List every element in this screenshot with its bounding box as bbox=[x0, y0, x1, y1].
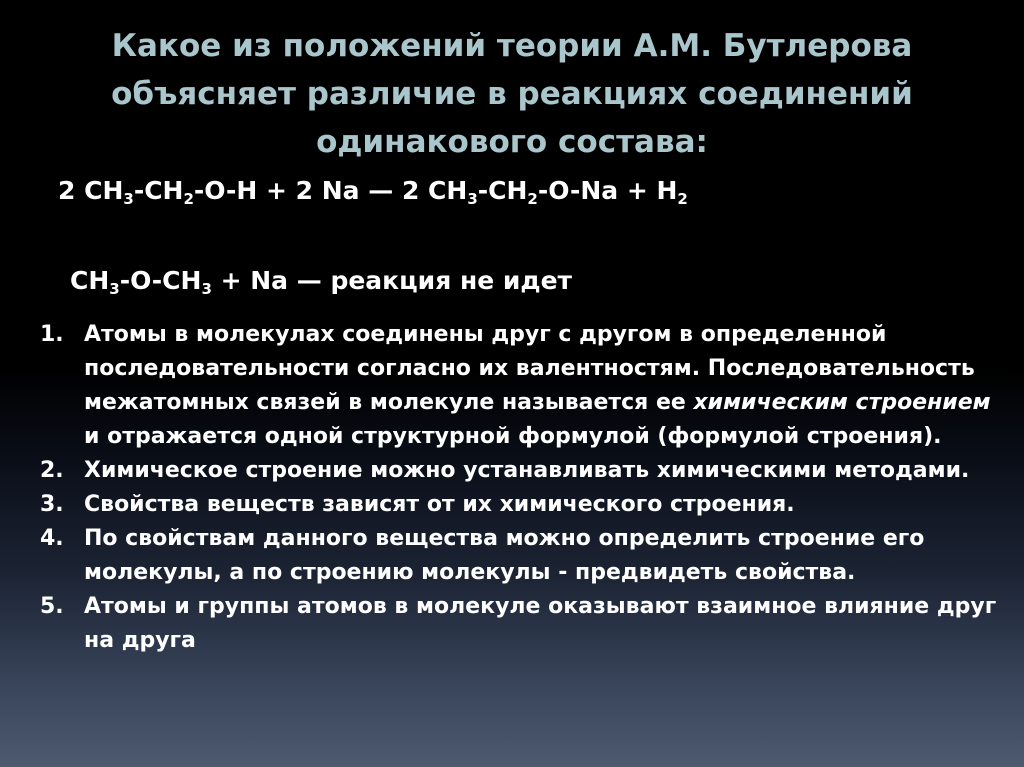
reaction-equation-dimethyl-ether: $CH_3-O-CH_3 + Na$ — реакция не идет bbox=[70, 266, 573, 298]
list-number: 5. bbox=[40, 594, 64, 619]
list-text: Атомы в молекулах соединены друг с другом в определенной последовательности согласно их валентностям. Последовательность межатомных связей в молекуле называется ее химическим строением и отражается одной структурной формулой (формулой строения). bbox=[84, 322, 991, 449]
list-item bbox=[40, 318, 1000, 454]
list-text: По свойствам данного вещества можно определить строение его молекулы, а по строению молекулы - предвидеть свойства. bbox=[84, 526, 925, 585]
list-text: Химическое строение можно устанавливать химическими методами. bbox=[84, 458, 970, 483]
list-number: 4. bbox=[40, 526, 64, 551]
list-number: 2. bbox=[40, 458, 64, 483]
title-line-2: объясняет различие в реакциях соединений bbox=[111, 76, 913, 112]
list-text: Атомы и группы атомов в молекуле оказывают взаимное влияние друг на друга bbox=[84, 594, 997, 653]
title-line-1: Какое из положений теории А.М. Бутлерова bbox=[111, 28, 913, 64]
list-item bbox=[40, 454, 1000, 488]
list-number: 1. bbox=[40, 322, 64, 347]
list-text: Свойства веществ зависят от их химического строения. bbox=[84, 492, 795, 517]
emphasis-text: химическим строением bbox=[693, 390, 991, 415]
list-item bbox=[40, 590, 1000, 658]
list-item bbox=[40, 488, 1000, 522]
slide-title bbox=[40, 22, 984, 166]
list-item bbox=[40, 522, 1000, 590]
title-line-3: одинакового состава: bbox=[316, 124, 708, 160]
list-number: 3. bbox=[40, 492, 64, 517]
reaction-equation-ethanol: 2 $CH_3-CH_2-O-H + 2$ Na — 2 $CH_3-CH_2-O-Na + H_2$ bbox=[58, 176, 688, 208]
theory-points-list bbox=[40, 318, 1000, 658]
